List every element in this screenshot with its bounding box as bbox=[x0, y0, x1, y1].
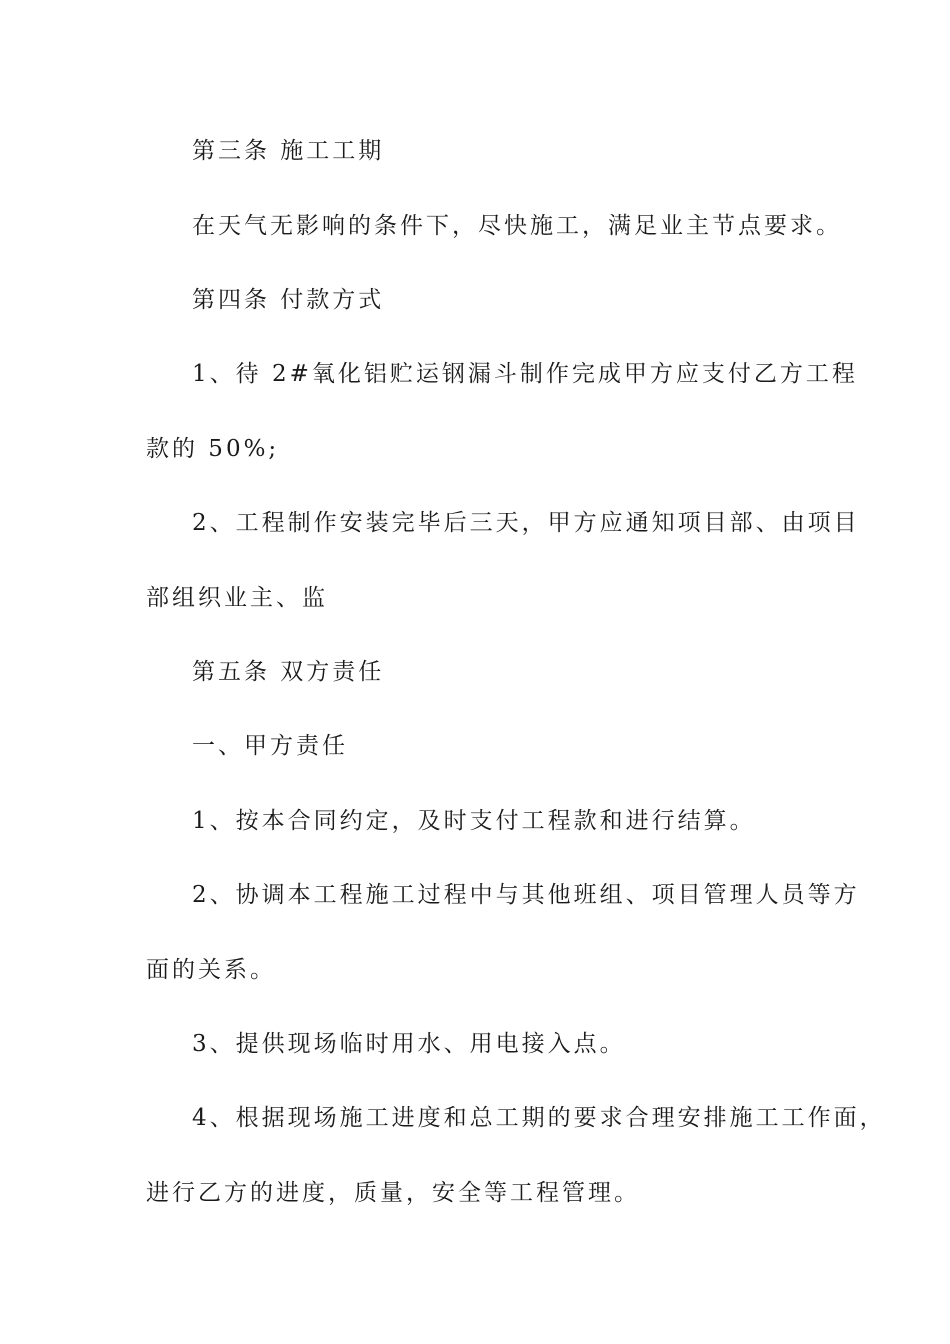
article-4-heading: 第四条 付款方式 bbox=[192, 287, 385, 313]
payment-item-2-line-2: 部组织业主、监 bbox=[146, 585, 328, 611]
article-5-heading: 第五条 双方责任 bbox=[192, 659, 385, 685]
payment-item-2-line-1: 2、工程制作安装完毕后三天，甲方应通知项目部、由项目 bbox=[192, 510, 860, 536]
payment-item-1-line-1: 1、待 2#氧化铝贮运钢漏斗制作完成甲方应支付乙方工程 bbox=[192, 361, 858, 387]
party-a-item-4-line-1: 4、根据现场施工进度和总工期的要求合理安排施工工作面， bbox=[192, 1105, 886, 1131]
article-3-heading: 第三条 施工工期 bbox=[192, 138, 385, 164]
payment-item-1-line-2: 款的 50%; bbox=[146, 436, 280, 462]
party-a-item-2-line-2: 面的关系。 bbox=[146, 957, 276, 983]
article-3-text: 在天气无影响的条件下，尽快施工，满足业主节点要求。 bbox=[192, 213, 842, 239]
party-a-item-1: 1、按本合同约定，及时支付工程款和进行结算。 bbox=[192, 808, 756, 834]
party-a-item-2-line-1: 2、协调本工程施工过程中与其他班组、项目管理人员等方 bbox=[192, 882, 860, 908]
party-a-heading: 一、甲方责任 bbox=[192, 733, 348, 759]
party-a-item-4-line-2: 进行乙方的进度，质量，安全等工程管理。 bbox=[146, 1180, 640, 1206]
party-a-item-3: 3、提供现场临时用水、用电接入点。 bbox=[192, 1031, 626, 1057]
